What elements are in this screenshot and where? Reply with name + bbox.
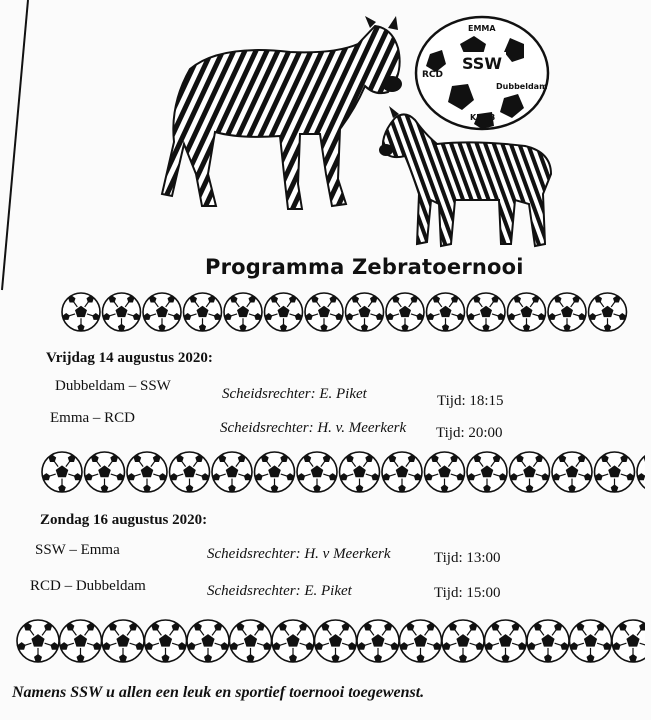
referee-3: Scheidsrechter: H. v Meerkerk [207,546,391,562]
soccer-ball-icon [612,620,645,662]
soccer-ball-icon [346,293,384,331]
soccer-ball-icon [127,452,167,492]
soccer-ball-icon [170,452,210,492]
soccer-ball-icon [102,620,144,662]
soccer-ball-icon [425,452,465,492]
soccer-ball-icon [272,620,314,662]
referee-2: Scheidsrechter: H. v. Meerkerk [220,420,407,436]
soccer-ball-icon [297,452,337,492]
soccer-ball-icon [143,293,181,331]
time-2: Tijd: 20:00 [436,425,503,441]
soccer-ball-icon [62,293,100,331]
soccer-ball-icon [340,452,380,492]
soccer-ball-icon [467,452,507,492]
time-3: Tijd: 13:00 [434,550,501,566]
ball-row-2 [40,450,645,496]
day-heading-sunday: Zondag 16 augustus 2020: [40,512,208,528]
ball-row-1 [60,291,640,337]
referee-1: Scheidsrechter: E. Piket [222,386,367,402]
zebra-icon [160,14,410,219]
logo-text-left: RCD [422,70,444,80]
logo-text-right: Dubbeldam [496,82,548,91]
soccer-ball-icon [637,452,645,492]
soccer-ball-icon [510,452,550,492]
soccer-ball-icon [589,293,627,331]
soccer-ball-icon [42,452,82,492]
soccer-ball-icon [552,452,592,492]
page-edge-line [0,0,30,300]
referee-4: Scheidsrechter: E. Piket [207,583,352,599]
soccer-ball-icon [85,452,125,492]
logo-text-top: EMMA [468,24,496,33]
soccer-ball-icon [595,452,635,492]
soccer-ball-icon [255,452,295,492]
closing-message: Namens SSW u allen een leuk en sportief toernooi toegewenst. [12,684,425,701]
soccer-ball-icon [265,293,303,331]
soccer-ball-icon [467,293,505,331]
ball-row-3 [15,618,645,664]
soccer-ball-icon [485,620,527,662]
soccer-ball-icon [570,620,612,662]
soccer-ball-icon [212,452,252,492]
time-1: Tijd: 18:15 [437,393,504,409]
match-4: RCD – Dubbeldam [30,578,146,594]
soccer-ball-icon [508,293,546,331]
soccer-ball-icon [60,620,102,662]
soccer-ball-icon [230,620,272,662]
match-1: Dubbeldam – SSW [55,378,171,394]
soccer-ball-icon [103,293,141,331]
day-heading-friday: Vrijdag 14 augustus 2020: [46,350,213,366]
page-title: Programma Zebratoernooi [205,255,524,279]
soccer-ball-icon [184,293,222,331]
soccer-ball-icon [400,620,442,662]
soccer-ball-icon [315,620,357,662]
zebra-icon-small [375,104,555,256]
soccer-ball-icon [386,293,424,331]
soccer-ball-icon [548,293,586,331]
soccer-ball-icon [382,452,422,492]
soccer-ball-icon [357,620,399,662]
soccer-ball-icon [145,620,187,662]
logo-text-center: SSW [462,54,502,73]
soccer-ball-icon [442,620,484,662]
soccer-ball-icon [17,620,59,662]
time-4: Tijd: 15:00 [434,585,501,601]
logo-text-bottom: KNVB [470,113,496,122]
soccer-ball-icon [427,293,465,331]
soccer-ball-icon [224,293,262,331]
soccer-ball-icon [527,620,569,662]
soccer-ball-icon [187,620,229,662]
match-3: SSW – Emma [35,542,120,558]
match-2: Emma – RCD [50,410,135,426]
soccer-ball-icon [305,293,343,331]
